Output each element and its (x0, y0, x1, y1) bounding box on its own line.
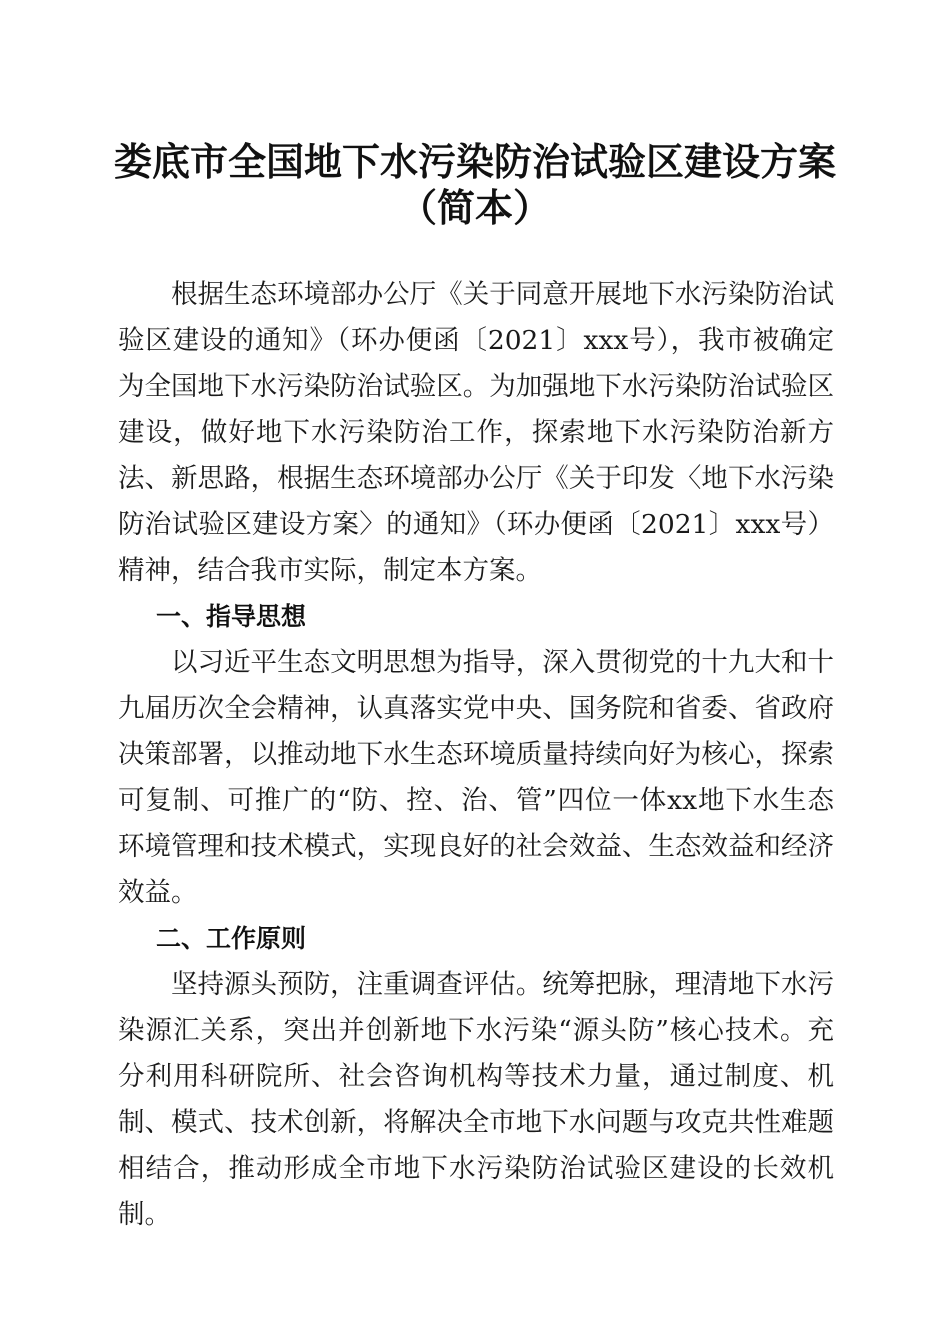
section-heading-work-principles: 二、工作原则 (156, 924, 307, 953)
document-title: 娄底市全国地下水污染防治试验区建设方案 (113, 139, 836, 184)
section-paragraph-guiding-ideology: 以习近平生态文明思想为指导，深入贯彻党的十九大和十九届历次全会精神，认真落实党中央、国务院和省委、省政府决策部署，以推动地下水生态环境质量持续向好为核心，探索可复制、可推广的“防、控、治、管”四位一体xx地下水生态环境管理和技术模式，实现良好的社会效益、生态效益和经济效益。 (118, 647, 834, 908)
section-heading-guiding-ideology: 一、指导思想 (156, 602, 307, 631)
section-paragraph-work-principles: 坚持源头预防，注重调查评估。统筹把脉，理清地下水污染源汇关系，突出并创新地下水污染“源头防”核心技术。充分利用科研院所、社会咨询机构等技术力量，通过制度、机制、模式、技术创新，将解决全市地下水问题与攻克共性难题相结合，推动形成全市地下水污染防治试验区建设的长效机制。 (118, 969, 834, 1230)
document-subtitle: （简本） (398, 185, 551, 230)
intro-paragraph: 根据生态环境部办公厅《关于同意开展地下水污染防治试验区建设的通知》（环办便函〔2021〕xxx号），我市被确定为全国地下水污染防治试验区。为加强地下水污染防治试验区建设，做好地下水污染防治工作，探索地下水污染防治新方法、新思路，根据生态环境部办公厅《关于印发〈地下水污染防治试验区建设方案〉的通知》（环办便函〔2021〕xxx号）精神，结合我市实际，制定本方案。 (118, 279, 834, 586)
document-body (118, 272, 834, 1238)
